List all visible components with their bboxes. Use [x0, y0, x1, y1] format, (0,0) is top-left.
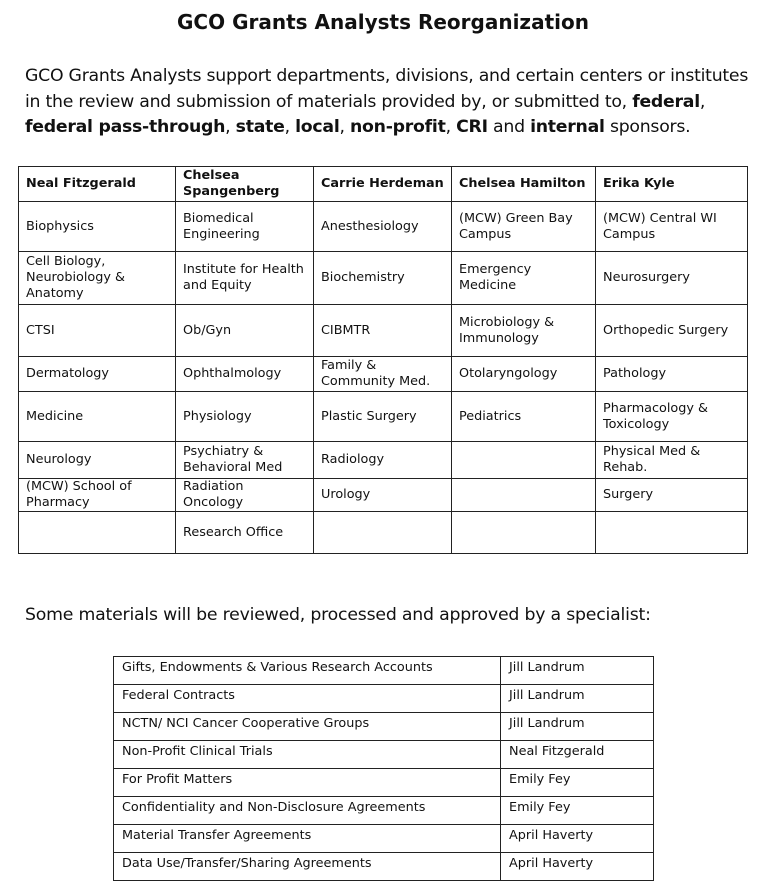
specialist-name: Neal Fitzgerald	[501, 741, 654, 769]
specialist-name: Jill Landrum	[501, 657, 654, 685]
analysts-header-row	[19, 167, 748, 202]
table-cell: Institute for Health and Equity	[176, 252, 314, 305]
intro-text: GCO Grants Analysts support departments, divisions, and certain centers or institutes in the review and submission of materials provided by, or submitted to,	[25, 66, 749, 112]
table-row	[114, 825, 654, 853]
table-cell: Dermatology	[19, 357, 176, 392]
intro-sep: ,	[445, 117, 451, 137]
sponsor-non-profit: non-profit	[350, 117, 446, 137]
intro-sep: and	[493, 117, 525, 137]
analysts-table	[18, 166, 748, 554]
table-cell: CIBMTR	[314, 305, 452, 357]
table-cell: (MCW) School of Pharmacy	[19, 479, 176, 512]
table-cell: Physical Med & Rehab.	[596, 442, 748, 479]
specialist-name: Emily Fey	[501, 769, 654, 797]
table-cell: (MCW) Central WI Campus	[596, 202, 748, 252]
table-row	[19, 305, 748, 357]
table-cell: Biophysics	[19, 202, 176, 252]
table-cell: Radiology	[314, 442, 452, 479]
table-cell: Pharmacology & Toxicology	[596, 392, 748, 442]
specialist-area: Federal Contracts	[114, 685, 501, 713]
table-cell: Pediatrics	[452, 392, 596, 442]
sponsor-cri: CRI	[456, 117, 488, 137]
specialist-area: Confidentiality and Non-Disclosure Agreements	[114, 797, 501, 825]
specialist-area: NCTN/ NCI Cancer Cooperative Groups	[114, 713, 501, 741]
table-row	[114, 853, 654, 881]
table-row	[19, 202, 748, 252]
intro-sep: ,	[339, 117, 345, 137]
header-cell: Chelsea Spangenberg	[176, 167, 314, 202]
table-row	[114, 769, 654, 797]
specialists-table	[113, 656, 654, 881]
table-cell	[452, 479, 596, 512]
table-cell: Emergency Medicine	[452, 252, 596, 305]
table-row	[19, 479, 748, 512]
table-cell: Plastic Surgery	[314, 392, 452, 442]
table-cell: Anesthesiology	[314, 202, 452, 252]
intro-sep: ,	[699, 91, 706, 112]
table-cell	[19, 512, 176, 554]
table-cell: Ob/Gyn	[176, 305, 314, 357]
sponsor-federal-pass-through: federal pass-through	[25, 117, 226, 137]
table-cell	[596, 512, 748, 554]
table-row	[19, 512, 748, 554]
table-cell: Microbiology & Immunology	[452, 305, 596, 357]
specialist-name: Jill Landrum	[501, 685, 654, 713]
table-row	[114, 741, 654, 769]
table-cell: Psychiatry & Behavioral Med	[176, 442, 314, 479]
table-cell: Research Office	[176, 512, 314, 554]
table-row	[114, 657, 654, 685]
table-cell	[452, 442, 596, 479]
header-cell: Neal Fitzgerald	[19, 167, 176, 202]
table-cell: Neurology	[19, 442, 176, 479]
table-cell: Ophthalmology	[176, 357, 314, 392]
table-row	[114, 685, 654, 713]
table-cell: Radiation Oncology	[176, 479, 314, 512]
table-cell: Family & Community Med.	[314, 357, 452, 392]
sponsor-internal: internal	[530, 117, 605, 137]
specialist-name: April Haverty	[501, 825, 654, 853]
table-cell: Cell Biology, Neurobiology & Anatomy	[19, 252, 176, 305]
table-cell: Medicine	[19, 392, 176, 442]
intro-paragraph	[25, 64, 753, 141]
table-cell: Surgery	[596, 479, 748, 512]
table-cell: Otolaryngology	[452, 357, 596, 392]
specialist-name: Emily Fey	[501, 797, 654, 825]
table-cell: Neurosurgery	[596, 252, 748, 305]
intro-text-end: sponsors.	[609, 117, 691, 137]
table-row	[114, 797, 654, 825]
table-cell: Urology	[314, 479, 452, 512]
table-cell: (MCW) Green Bay Campus	[452, 202, 596, 252]
sponsor-federal: federal	[632, 91, 700, 112]
intro-sep: ,	[225, 117, 231, 137]
sponsor-local: local	[295, 117, 340, 137]
header-cell: Erika Kyle	[596, 167, 748, 202]
table-row	[19, 252, 748, 305]
specialist-name: April Haverty	[501, 853, 654, 881]
specialist-area: For Profit Matters	[114, 769, 501, 797]
specialist-area: Data Use/Transfer/Sharing Agreements	[114, 853, 501, 881]
table-cell: CTSI	[19, 305, 176, 357]
table-row	[19, 442, 748, 479]
specialist-area: Gifts, Endowments & Various Research Accounts	[114, 657, 501, 685]
specialist-area: Material Transfer Agreements	[114, 825, 501, 853]
sponsor-state: state	[235, 117, 285, 137]
table-cell: Biomedical Engineering	[176, 202, 314, 252]
specialist-name: Jill Landrum	[501, 713, 654, 741]
specialist-heading: Some materials will be reviewed, processed and approved by a specialist:	[25, 605, 651, 625]
table-row	[19, 357, 748, 392]
header-cell: Carrie Herdeman	[314, 167, 452, 202]
page-title: GCO Grants Analysts Reorganization	[177, 10, 589, 34]
table-cell: Pathology	[596, 357, 748, 392]
table-cell	[452, 512, 596, 554]
header-cell: Chelsea Hamilton	[452, 167, 596, 202]
table-row	[19, 392, 748, 442]
table-cell: Orthopedic Surgery	[596, 305, 748, 357]
specialist-area: Non-Profit Clinical Trials	[114, 741, 501, 769]
table-row	[114, 713, 654, 741]
table-cell: Biochemistry	[314, 252, 452, 305]
intro-sep: ,	[284, 117, 290, 137]
table-cell	[314, 512, 452, 554]
table-cell: Physiology	[176, 392, 314, 442]
